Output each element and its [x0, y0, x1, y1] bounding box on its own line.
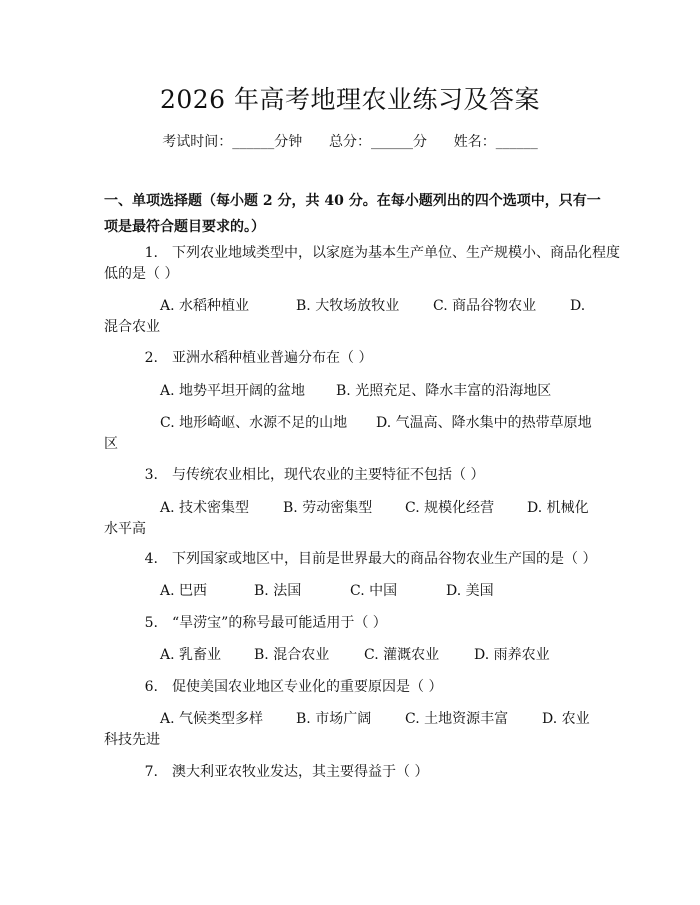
option-b: B. 市场广阔	[296, 711, 372, 727]
question-stem: 下列国家或地区中，目前是世界最大的商品谷物农业生产国的是（ ）	[172, 551, 597, 567]
question-number: 3.	[144, 467, 158, 483]
option-b: B. 大牧场放牧业	[296, 298, 400, 314]
option-c: C. 土地资源丰富	[405, 711, 509, 727]
question-number: 6.	[144, 679, 158, 695]
option-a: A. 技术密集型	[160, 500, 250, 516]
option-a: A. 水稻种植业	[160, 298, 250, 314]
question-stem: 澳大利亚农牧业发达，其主要得益于（ ）	[172, 764, 429, 780]
option-c: C. 中国	[350, 583, 398, 599]
option-d: D. 雨养农业	[474, 647, 550, 663]
option-b: B. 劳动密集型	[283, 500, 373, 516]
option-d-continued: 区	[104, 436, 118, 452]
document-title: 2026 年高考地理农业练习及答案	[159, 85, 541, 114]
question-3	[104, 465, 484, 485]
option-d-continued: 科技先进	[104, 732, 160, 748]
exam-meta-line: 考试时间：______分钟 总分：______分 姓名：______	[162, 134, 538, 150]
question-stem: 与传统农业相比，现代农业的主要特征不包括（ ）	[172, 467, 485, 483]
option-d: D. 美国	[446, 583, 494, 599]
question-number: 7.	[144, 764, 158, 780]
option-d: D.	[570, 298, 586, 314]
section-heading: 一、单项选择题（每小题 2 分，共 40 分。在每小题列出的四个选项中，只有一项是最符合题目要求的。）	[104, 193, 601, 235]
question-number: 2.	[144, 350, 158, 366]
question-stem: “旱涝宝”的称号最可能适用于（ ）	[172, 615, 387, 631]
option-d: D. 气温高、降水集中的热带草原地	[376, 415, 592, 431]
option-c: C. 规模化经营	[405, 500, 495, 516]
option-c: C. 灌溉农业	[364, 647, 440, 663]
question-stem-continued: 低的是（ ）	[104, 266, 179, 282]
option-d: D. 农业	[542, 711, 590, 727]
option-d-continued: 混合农业	[104, 319, 160, 335]
option-b: B. 光照充足、降水丰富的沿海地区	[336, 383, 552, 399]
option-c: C. 商品谷物农业	[433, 298, 537, 314]
option-d-continued: 水平高	[104, 521, 146, 537]
option-c: C. 地形崎岖、水源不足的山地	[160, 415, 348, 431]
question-1	[104, 243, 620, 263]
option-a: A. 乳畜业	[160, 647, 222, 663]
question-number: 5.	[144, 615, 158, 631]
question-stem: 亚洲水稻种植业普遍分布在（ ）	[172, 350, 373, 366]
question-6	[104, 677, 442, 697]
option-d: D. 机械化	[527, 500, 589, 516]
question-5	[104, 613, 387, 633]
option-a: A. 地势平坦开阔的盆地	[160, 383, 306, 399]
option-b: B. 混合农业	[254, 647, 330, 663]
option-b: B. 法国	[254, 583, 302, 599]
question-4	[104, 549, 596, 569]
question-stem: 促使美国农业地区专业化的重要原因是（ ）	[172, 679, 443, 695]
question-stem: 下列农业地域类型中，以家庭为基本生产单位、生产规模小、商品化程度	[172, 245, 620, 261]
question-number: 1.	[144, 245, 158, 261]
question-number: 4.	[144, 551, 158, 567]
question-7	[104, 762, 428, 782]
option-a: A. 气候类型多样	[160, 711, 264, 727]
option-a: A. 巴西	[160, 583, 208, 599]
question-2	[104, 348, 372, 368]
